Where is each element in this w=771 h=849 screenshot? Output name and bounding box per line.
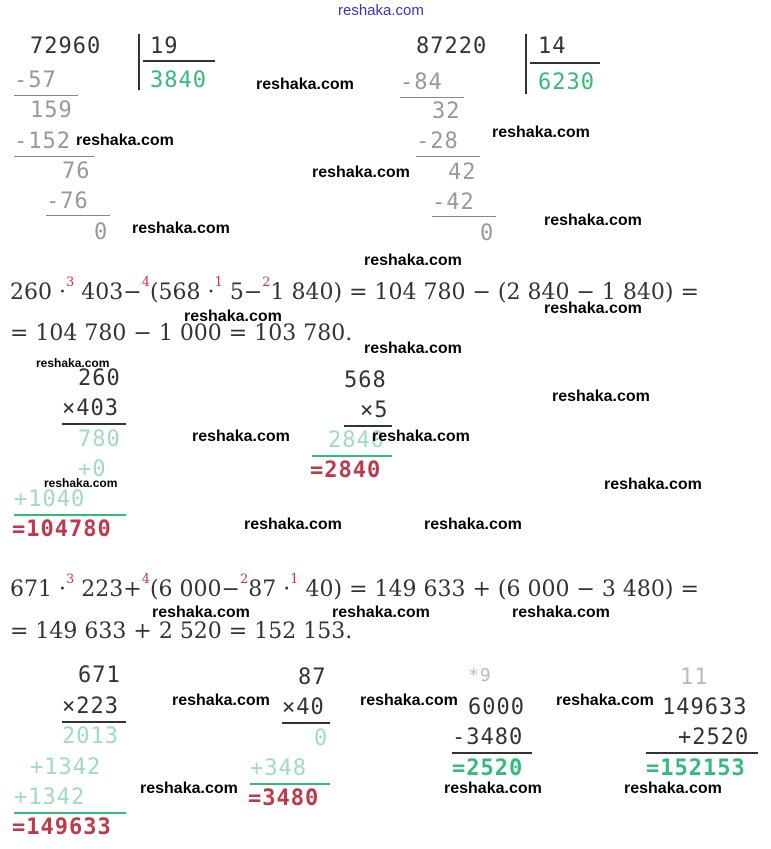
operation-order-marker: 2 bbox=[262, 275, 271, 290]
watermark-text: reshaka.com bbox=[424, 516, 522, 533]
step: 76 bbox=[62, 159, 91, 184]
partial-product: 780 bbox=[78, 427, 121, 452]
step: -57 bbox=[14, 68, 57, 93]
quotient: 3840 bbox=[150, 68, 207, 93]
divisor-underline bbox=[530, 62, 600, 64]
watermark-text: reshaka.com bbox=[172, 692, 270, 709]
sum-line bbox=[646, 752, 758, 754]
watermark-text: reshaka.com bbox=[332, 604, 430, 621]
divisor-underline bbox=[143, 60, 215, 62]
step: -28 bbox=[416, 129, 459, 154]
operand: 260 bbox=[78, 366, 121, 391]
watermark-text: reshaka.com bbox=[492, 124, 590, 141]
watermark-text: reshaka.com bbox=[444, 780, 542, 797]
watermark-text: reshaka.com bbox=[140, 780, 238, 797]
watermark-text: reshaka.com bbox=[312, 164, 410, 181]
watermark-text: reshaka.com bbox=[624, 780, 722, 797]
operand: 671 bbox=[78, 663, 121, 688]
watermark-text: reshaka.com bbox=[244, 516, 342, 533]
watermark-text: reshaka.com bbox=[604, 476, 702, 493]
step: -76 bbox=[46, 189, 89, 214]
partial-product: 0 bbox=[314, 726, 329, 751]
operation-order-marker: 3 bbox=[65, 275, 75, 290]
result: =2520 bbox=[452, 756, 524, 781]
step-line bbox=[14, 156, 94, 157]
expression-2-line-2: = 149 633 + 2 520 = 152 153. bbox=[10, 619, 353, 644]
step: 0 bbox=[94, 220, 109, 245]
partial-product: +348 bbox=[250, 756, 307, 781]
watermark-text: reshaka.com bbox=[512, 604, 610, 621]
expression-2-line-1: 671 ·$^3$ 223+$^4$(6 000−$^2$87 ·$^1$ 40) = 149 633 + (6 000 − 3 480) = bbox=[10, 572, 699, 602]
expression-1-line-2: = 104 780 − 1 000 = 103 780. bbox=[10, 321, 353, 346]
watermark-text: reshaka.com bbox=[364, 340, 462, 357]
quotient: 6230 bbox=[538, 70, 595, 95]
dividend: 72960 bbox=[30, 34, 102, 59]
partial-product: +1342 bbox=[14, 785, 86, 810]
watermark-text: reshaka.com bbox=[152, 604, 250, 621]
sum-line bbox=[14, 812, 126, 814]
partial-product: +1040 bbox=[14, 487, 86, 512]
watermark-text: reshaka.com bbox=[256, 76, 354, 93]
watermark-text: reshaka.com bbox=[372, 428, 470, 445]
expression-1-line-1: 260 ·$^3$ 403−$^4$(568 ·$^1$ 5−$^2$1 840) = 104 780 − (2 840 − 1 840) = bbox=[10, 275, 699, 305]
divisor: 19 bbox=[150, 34, 179, 59]
watermark-text: reshaka.com bbox=[76, 132, 174, 149]
sum-line bbox=[312, 455, 392, 457]
partial-product: 2840 bbox=[328, 428, 385, 453]
result: =149633 bbox=[12, 815, 112, 840]
result: =152153 bbox=[646, 756, 746, 781]
watermark-text: reshaka.com bbox=[360, 692, 458, 709]
watermark-text: reshaka.com bbox=[364, 252, 462, 269]
partial-product: +0 bbox=[78, 457, 107, 482]
partial-product: +1342 bbox=[30, 755, 102, 780]
operand: -3480 bbox=[452, 725, 524, 750]
watermark-text: reshaka.com bbox=[184, 308, 282, 325]
watermark-text: reshaka.com bbox=[36, 356, 110, 370]
product-line bbox=[344, 425, 392, 427]
operand: 568 bbox=[344, 368, 387, 393]
operand: +2520 bbox=[678, 725, 750, 750]
step: 32 bbox=[432, 99, 461, 124]
operation-order-marker: 1 bbox=[214, 275, 223, 290]
sum-line bbox=[250, 783, 330, 785]
operation-order-marker: 4 bbox=[141, 572, 150, 587]
operand: ×40 bbox=[282, 695, 325, 720]
operation-order-marker: 4 bbox=[141, 275, 150, 290]
watermark-text: reshaka.com bbox=[192, 428, 290, 445]
step: 0 bbox=[480, 221, 495, 246]
operation-order-marker: 2 bbox=[239, 572, 249, 587]
operation-order-marker: 3 bbox=[65, 572, 75, 587]
result: =104780 bbox=[12, 517, 112, 542]
product-line bbox=[62, 423, 126, 425]
operand: ×5 bbox=[360, 398, 389, 423]
partial-product: 2013 bbox=[62, 724, 119, 749]
watermark-text: reshaka.com bbox=[544, 212, 642, 229]
operand: 87 bbox=[298, 665, 327, 690]
step: -152 bbox=[14, 129, 71, 154]
result: =3480 bbox=[248, 786, 320, 811]
step-line bbox=[416, 156, 480, 157]
step-line bbox=[432, 216, 496, 217]
step: 42 bbox=[448, 160, 477, 185]
step-line bbox=[400, 97, 464, 98]
operation-order-marker: 1 bbox=[290, 572, 299, 587]
division-bar bbox=[525, 34, 527, 94]
product-line bbox=[62, 721, 126, 723]
dividend: 87220 bbox=[416, 34, 488, 59]
carry-marks: 11 bbox=[680, 665, 709, 690]
division-bar bbox=[138, 34, 140, 90]
result: =2840 bbox=[310, 458, 382, 483]
divisor: 14 bbox=[538, 34, 567, 59]
difference-line bbox=[452, 752, 532, 754]
watermark-text: reshaka.com bbox=[552, 388, 650, 405]
watermark-text: reshaka.com bbox=[544, 300, 642, 317]
step-line bbox=[46, 215, 110, 216]
watermark-text: reshaka.com bbox=[556, 692, 654, 709]
operand: 149633 bbox=[662, 695, 748, 720]
step: -42 bbox=[432, 190, 475, 215]
operand: 6000 bbox=[468, 695, 525, 720]
step: -84 bbox=[400, 70, 443, 95]
borrow-marks: *9 bbox=[468, 665, 492, 686]
operand: ×403 bbox=[62, 396, 119, 421]
watermark-text: reshaka.com bbox=[44, 476, 118, 490]
watermark-text: reshaka.com bbox=[132, 220, 230, 237]
step-line bbox=[14, 95, 78, 96]
product-line bbox=[282, 722, 330, 724]
sum-line bbox=[14, 514, 126, 516]
operand: ×223 bbox=[62, 694, 119, 719]
step: 159 bbox=[30, 98, 73, 123]
site-header-watermark[interactable]: reshaka.com bbox=[338, 2, 424, 19]
